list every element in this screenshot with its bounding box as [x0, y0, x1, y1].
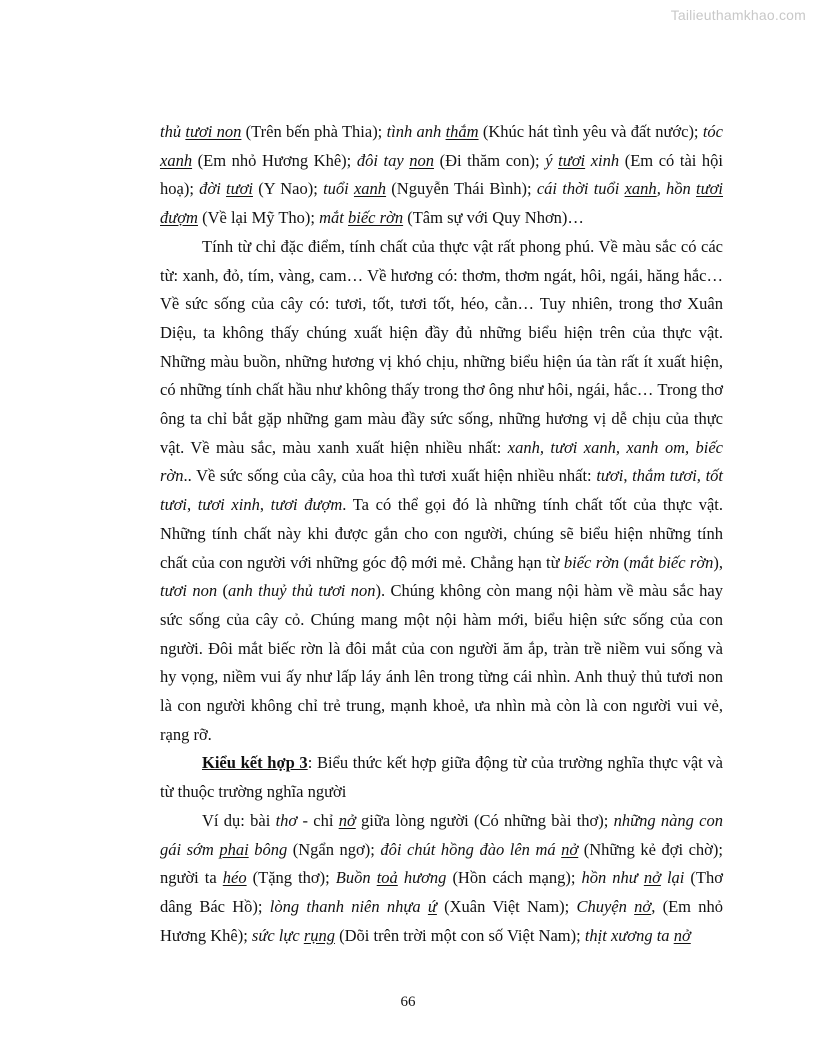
paragraph-verb-examples: Ví dụ: bài thơ - chỉ nở giữa lòng người (Có những bài thơ); những nàng con gái sớm phai bông (Ngẩn ngơ); đôi chút hồng đào lên má nở (Những kẻ đợi chờ); người ta héo (Tặng thơ); Buồn toả hương (Hồn cách mạng); hồn như nở lại (Thơ dâng Bác Hồ); lòng thanh niên nhựa ứ (Xuân Việt Nam); Chuyện nở, (Em nhỏ Hương Khê); sức lực rụng (Dõi trên trời một con số Việt Nam); thịt xương ta nở: [160, 810, 723, 945]
paragraph-combination-type-3: Kiểu kết hợp 3: Biểu thức kết hợp giữa động từ của trường nghĩa thực vật và từ thuộc trường nghĩa người: [160, 753, 723, 802]
paragraph-adjectives: Tính từ chỉ đặc điểm, tính chất của thực vật rất phong phú. Về màu sắc có các từ: xanh, đỏ, tím, vàng, cam… Về hương có: thơm, thơm ngát, hôi, ngái, hăng hắc… Về sức sống của cây có: tươi, tốt, tươi tốt, héo, cằn… Tuy nhiên, trong thơ Xuân Diệu, ta không thấy chúng xuất hiện đầy đủ những biểu hiện trên của thực vật. Những màu buồn, những hương vị khó chịu, những biểu hiện úa tàn rất ít xuất hiện, có những tính chất hầu như không thấy trong thơ ông như hôi, ngái, hắc… Trong thơ ông ta chỉ bắt gặp những gam màu đầy sức sống, những hương vị dễ chịu của thực vật. Về màu sắc, màu xanh xuất hiện nhiều nhất: xanh, tươi xanh, xanh om, biếc rờn.. Về sức sống của cây, của hoa thì tươi xuất hiện nhiều nhất: tươi, thắm tươi, tốt tươi, tươi xinh, tươi đượm. Ta có thể gọi đó là những tính chất tốt của thực vật. Những tính chất này khi được gắn cho con người, chúng sẽ biểu hiện những tính chất của con người với những góc độ mới mẻ. Chẳng hạn từ biếc rờn (mắt biếc rờn), tươi non (anh thuỷ thủ tươi non). Chúng không còn mang nội hàm về màu sắc hay sức sống của cây cỏ. Chúng mang một nội hàm mới, biểu hiện sức sống của con người. Đôi mắt biếc rờn là đôi mắt của con người ăm ắp, tràn trề niềm vui sống và hy vọng, niềm vui ấy như lấp láy ánh lên trong từng cái nhìn. Anh thuỷ thủ tươi non là con người không chỉ trẻ trung, mạnh khoẻ, ưa nhìn mà còn là con người vui vẻ, rạng rỡ.: [160, 236, 724, 744]
page-number: 66: [400, 994, 416, 1010]
paragraph-examples-continued: thủ tươi non (Trên bến phà Thia); tình anh thắm (Khúc hát tình yêu và đất nước); tóc xanh (Em nhỏ Hương Khê); đôi tay non (Đi thăm con); ý tươi xinh (Em có tài hội hoạ); đời tươi (Y Nao); tuổi xanh (Nguyễn Thái Bình); cái thời tuổi xanh, hồn tươi đượm (Về lại Mỹ Tho); mắt biếc rờn (Tâm sự với Quy Nhơn)…: [160, 122, 724, 228]
section-heading: Kiểu kết hợp 3: [202, 753, 308, 773]
watermark: Tailieuthamkhao.com: [670, 7, 806, 23]
page-body: [160, 118, 723, 950]
